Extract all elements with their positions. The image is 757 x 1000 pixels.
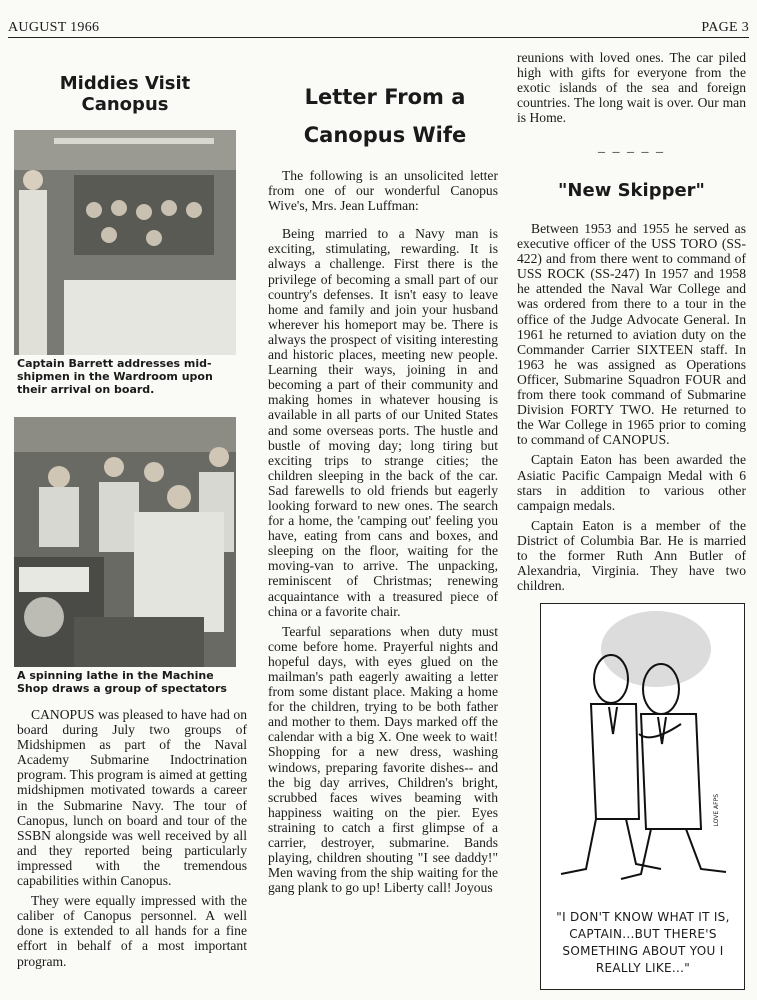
letter-continuation: reunions with loved ones. The car piled high with gifts for everyone from the exotic islands of the sea and foreign countries. The long wait is over. Our man is Home. (517, 50, 746, 126)
wardroom-photo-image (14, 130, 236, 355)
article-body-skipper (517, 221, 746, 598)
paragraph: CANOPUS was pleased to have had on board during July two groups of Midshipmen as part of the Naval Academy Submarine Indoctrination program. This program is aimed at getting midshipmen motivated towards a career in the Submarine Navy. The tour of Canopus, lunch on board and tour of the SSBN alongside was well received by all and they reported being particularly impressed with the tremendous capabilities within Canopus. (17, 707, 247, 889)
photo-wardroom (14, 130, 236, 355)
photo-caption-lathe: A spinning lathe in the Machine Shop draws a group of spectators (17, 669, 227, 695)
article-headline-middies: Middies Visit Canopus (59, 73, 191, 115)
article-body-letter (268, 168, 498, 900)
page-header (8, 20, 749, 36)
header-rule (8, 37, 749, 38)
machine-shop-photo-image (14, 417, 236, 667)
paragraph: Captain Eaton is a member of the District of Columbia Bar. He is married to the former Ruth Ann Butler of Alexandria, Virginia. They have two children. (517, 517, 746, 594)
section-divider: _ _ _ _ _ (598, 140, 665, 155)
article-headline-skipper: "New Skipper" (558, 180, 705, 201)
paragraph: Being married to a Navy man is exciting, stimulating, rewarding. It is always a challenge. First there is the privilege of becoming a small part of our country's defenses. It isn't easy to leave home and family and join your husband wherever his homeport may be. There is always the prospect of visiting interesting and historic places, meeting new people. Learning their ways, joining in and becoming a part of their community and making homes in whatever housing is available in all parts of our United States and some overseas ports. The hustle and bustle of moving day; long tiring but exciting trips to strange cities; the children sleeping in the back of the car. Sad farewells to old friends but eagerly looking forward to new ones. The search for a home, the 'camping out' feeling you have, eating from cans and boxes, and sleeping on the floor, waiting for the moving-van to arrive. The unpacking, reminiscent of Christmas; renewing acquaintance with a treasured piece of china or a favorite chair. (268, 226, 498, 619)
photo-machine-shop (14, 417, 236, 667)
article-headline-letter: Letter From a Canopus Wife (303, 85, 467, 147)
paragraph: Tearful separations when duty must come before home. Prayerful nights and hopeful days, with eyes glued on the mailman's path eagerly awaiting a letter from some distant place. Making a home for the children, trying to be both father and mother to them. Days marked off the calendar with a big X. One week to wait! Shopping for a new dress, washing windows, preparing favorite dishes-- and the big day arrives, Children's bright, scrubbed faces wives beaming with happiness waiting on the pier. Eyes straining to catch a first glimpse of a carrier, destroyer, submarine. Bands playing, children shouting "I see daddy!" Men waving from the ship waiting for the gang plank to go up! Liberty call! Joyous (268, 623, 498, 896)
photo-caption-wardroom: Captain Barrett addresses mid-shipmen in the Wardroom upon their arrival on board. (17, 357, 213, 396)
paragraph: They were equally impressed with the caliber of Canopus personnel. A well done is extended to all hands for a fine effort in behalf of a most important program. (17, 893, 247, 969)
paragraph: Captain Eaton has been awarded the Asiatic Pacific Campaign Medal with 6 stars in addition to various other campaign medals. (517, 452, 746, 513)
cartoon-caption: "I DON'T KNOW WHAT IT IS, CAPTAIN...BUT THERE'S SOMETHING ABOUT YOU I REALLY LIKE..." (556, 910, 730, 975)
paragraph: The following is an unsolicited letter from one of our wonderful Canopus Wive's, Mrs. Jean Luffman: (268, 168, 498, 214)
cartoon-signature: LOVE AFPS (713, 794, 720, 827)
cartoon-panel (540, 603, 745, 990)
page-number: PAGE 3 (701, 20, 749, 35)
article-body-middies (17, 707, 247, 974)
issue-date: AUGUST 1966 (8, 20, 100, 35)
paragraph: Between 1953 and 1955 he served as executive officer of the USS TORO (SS-422) and from there went to command of USS ROCK (SS-247) In 1957 and 1958 he attended the Naval War College and was ordered from there to a tour in the office of the Judge Advocate General. In 1961 he returned to aviation duty on the Commander Carrier SIXTEEN staff. In 1963 he was assigned as Operations Officer, Submarine Squadron FOUR and from there took command of Submarine Division FORTY TWO. He returned to the War College in 1965 prior to coming to command of CANOPUS. (517, 221, 746, 448)
cartoon-illustration (541, 604, 744, 884)
